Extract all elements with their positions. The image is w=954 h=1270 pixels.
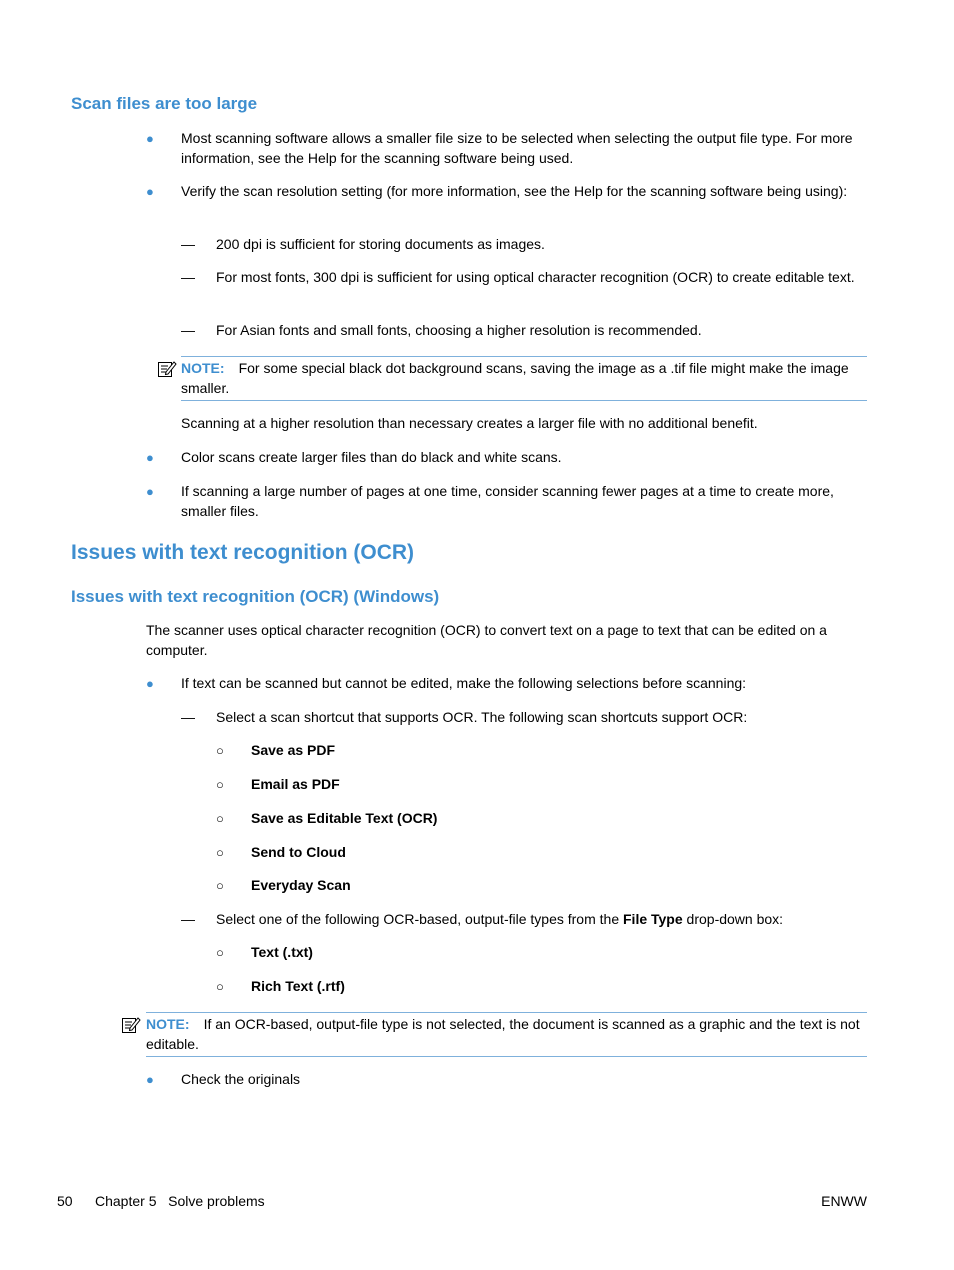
section-heading-scan-files-large: Scan files are too large bbox=[71, 94, 258, 113]
bullet-marker: ● bbox=[146, 1072, 154, 1087]
chapter-title: Chapter 5 Solve problems bbox=[95, 1193, 265, 1209]
file-type-label: File Type bbox=[623, 911, 683, 927]
circle-marker: ○ bbox=[216, 979, 224, 994]
circle-marker: ○ bbox=[216, 878, 224, 893]
list-item: Most scanning software allows a smaller file size to be selected when selecting the output file type. For more information, see the Help for the scanning software being used. bbox=[181, 130, 853, 166]
circle-marker: ○ bbox=[216, 845, 224, 860]
note-text: For some special black dot background scans, saving the image as a .tif file might make the image smaller. bbox=[181, 360, 849, 396]
dash-marker: — bbox=[181, 269, 195, 285]
list-item: If scanning a large number of pages at one time, consider scanning fewer pages at a time to create more, smaller files. bbox=[181, 483, 834, 519]
bullet-marker: ● bbox=[146, 484, 154, 499]
list-item: Verify the scan resolution setting (for more information, see the Help for the scanning software being using): bbox=[181, 183, 848, 199]
note-icon bbox=[157, 359, 177, 379]
file-type-item: Text (.txt) bbox=[251, 944, 313, 960]
footer-code: ENWW bbox=[821, 1193, 867, 1209]
note-label: NOTE: bbox=[181, 360, 225, 376]
list-item: Color scans create larger files than do black and white scans. bbox=[181, 449, 562, 465]
shortcut-item: Save as Editable Text (OCR) bbox=[251, 810, 438, 826]
list-item: If text can be scanned but cannot be edited, make the following selections before scanning: bbox=[181, 675, 747, 691]
note-box bbox=[146, 1015, 867, 1054]
page-number: 50 bbox=[57, 1193, 73, 1209]
section-heading-ocr: Issues with text recognition (OCR) bbox=[71, 541, 415, 564]
paragraph: Scanning at a higher resolution than necessary creates a larger file with no additional benefit. bbox=[181, 415, 758, 431]
circle-marker: ○ bbox=[216, 743, 224, 758]
sub-list-item: For Asian fonts and small fonts, choosing a higher resolution is recommended. bbox=[216, 322, 702, 338]
shortcut-item: Email as PDF bbox=[251, 776, 340, 792]
bullet-marker: ● bbox=[146, 676, 154, 691]
sub-list-text: drop-down box: bbox=[682, 911, 784, 927]
note-icon bbox=[121, 1015, 141, 1035]
note-box bbox=[181, 359, 867, 398]
dash-marker: — bbox=[181, 911, 195, 927]
sub-list-item: For most fonts, 300 dpi is sufficient for using optical character recognition (OCR) to create editable text. bbox=[216, 269, 855, 285]
dash-marker: — bbox=[181, 322, 195, 338]
circle-marker: ○ bbox=[216, 811, 224, 826]
note-bottom-rule bbox=[181, 400, 867, 401]
shortcut-item: Send to Cloud bbox=[251, 844, 346, 860]
bullet-marker: ● bbox=[146, 450, 154, 465]
sub-list-item: 200 dpi is sufficient for storing documents as images. bbox=[216, 236, 545, 252]
dash-marker: — bbox=[181, 236, 195, 252]
dash-marker: — bbox=[181, 709, 195, 725]
sub-list-item bbox=[216, 910, 876, 930]
paragraph: The scanner uses optical character recognition (OCR) to convert text on a page to text that can be edited on a computer. bbox=[146, 622, 827, 658]
bullet-marker: ● bbox=[146, 184, 154, 199]
shortcut-item: Save as PDF bbox=[251, 742, 336, 758]
note-text: If an OCR-based, output-file type is not selected, the document is scanned as a graphic and the text is not editable. bbox=[146, 1016, 860, 1052]
circle-marker: ○ bbox=[216, 777, 224, 792]
sub-list-item: Select a scan shortcut that supports OCR. The following scan shortcuts support OCR: bbox=[216, 709, 748, 725]
note-top-rule bbox=[146, 1012, 867, 1013]
note-top-rule bbox=[181, 356, 867, 357]
shortcut-item: Everyday Scan bbox=[251, 877, 351, 893]
note-bottom-rule bbox=[146, 1056, 867, 1057]
bullet-marker: ● bbox=[146, 131, 154, 146]
note-label: NOTE: bbox=[146, 1016, 190, 1032]
circle-marker: ○ bbox=[216, 945, 224, 960]
file-type-item: Rich Text (.rtf) bbox=[251, 978, 345, 994]
subsection-heading-ocr-windows: Issues with text recognition (OCR) (Windows) bbox=[71, 587, 440, 606]
list-item: Check the originals bbox=[181, 1071, 301, 1087]
sub-list-text: Select one of the following OCR-based, output-file types from the bbox=[216, 911, 623, 927]
